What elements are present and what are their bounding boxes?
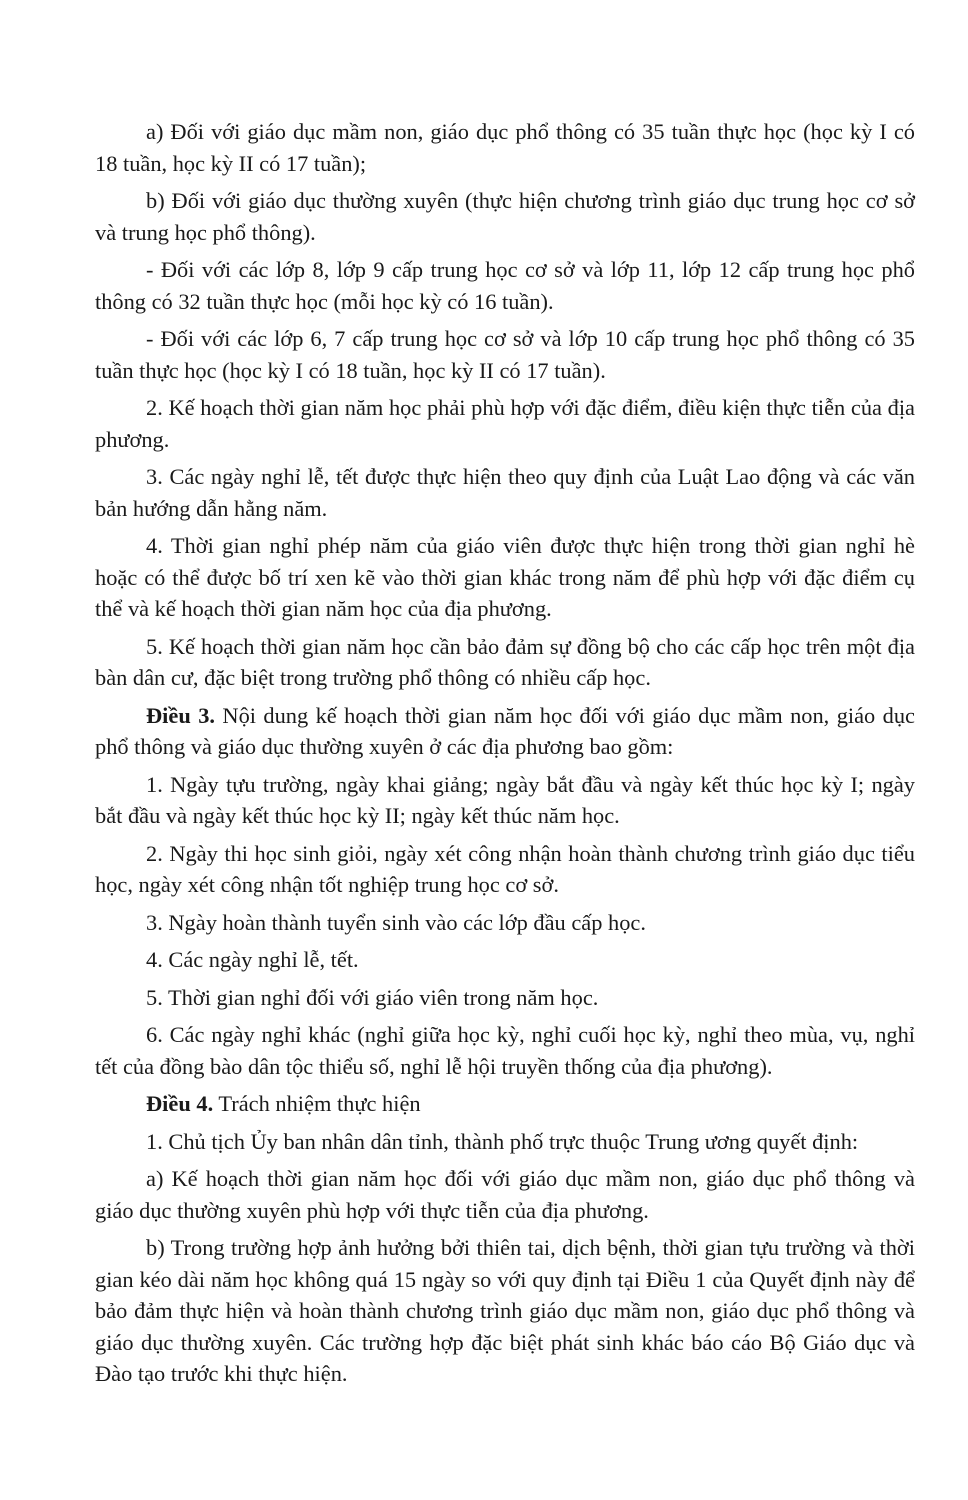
article-number: Điều 3. bbox=[146, 702, 215, 728]
paragraph-text: - Đối với các lớp 8, lớp 9 cấp trung học cơ sở và lớp 11, lớp 12 cấp trung học phổ thông có 32 tuần thực học (mỗi học kỳ có 16 tuần). bbox=[95, 257, 915, 314]
paragraph-dash-grades-8-9 bbox=[95, 254, 915, 317]
paragraph-text: 2. Kế hoạch thời gian năm học phải phù hợp với đặc điểm, điều kiện thực tiễn của địa phương. bbox=[95, 395, 915, 452]
paragraph-1a bbox=[95, 116, 915, 179]
article-3-item-2 bbox=[95, 838, 915, 901]
article-3-item-1 bbox=[95, 769, 915, 832]
paragraph-text: Trách nhiệm thực hiện bbox=[213, 1091, 421, 1116]
paragraph-1b bbox=[95, 185, 915, 248]
article-3-item-4 bbox=[95, 944, 915, 976]
paragraph-text: 2. Ngày thi học sinh giỏi, ngày xét công nhận hoàn thành chương trình giáo dục tiểu học, ngày xét công nhận tốt nghiệp trung học cơ sở. bbox=[95, 840, 915, 897]
article-4-item-1b bbox=[95, 1232, 915, 1390]
paragraph-text: 1. Chủ tịch Ủy ban nhân dân tỉnh, thành phố trực thuộc Trung ương quyết định: bbox=[146, 1128, 859, 1154]
article-4-heading bbox=[95, 1088, 915, 1120]
paragraph-text: b) Đối với giáo dục thường xuyên (thực hiện chương trình giáo dục trung học cơ sở và trung học phổ thông). bbox=[95, 188, 915, 245]
paragraph-text: 4. Các ngày nghỉ lễ, tết. bbox=[146, 947, 359, 972]
paragraph-text: 1. Ngày tựu trường, ngày khai giảng; ngày bắt đầu và ngày kết thúc học kỳ I; ngày bắt đầu và ngày kết thúc học kỳ II; ngày kết thúc năm học. bbox=[95, 771, 915, 828]
paragraph-dash-grades-6-7 bbox=[95, 323, 915, 386]
article-3-item-3 bbox=[95, 907, 915, 939]
article-3-item-6 bbox=[95, 1019, 915, 1082]
paragraph-text: 6. Các ngày nghỉ khác (nghỉ giữa học kỳ, nghỉ cuối học kỳ, nghỉ theo mùa, vụ, nghỉ tết của đồng bào dân tộc thiểu số, nghỉ lễ hội truyền thống của địa phương). bbox=[95, 1022, 915, 1079]
paragraph-3 bbox=[95, 461, 915, 524]
paragraph-text: Nội dung kế hoạch thời gian năm học đối với giáo dục mầm non, giáo dục phổ thông và giáo dục thường xuyên ở các địa phương bao gồm: bbox=[95, 702, 915, 759]
article-4-item-1 bbox=[95, 1126, 915, 1158]
paragraph-text: 5. Thời gian nghỉ đối với giáo viên trong năm học. bbox=[146, 984, 599, 1010]
paragraph-text: 4. Thời gian nghỉ phép năm của giáo viên được thực hiện trong thời gian nghỉ hè hoặc có thể được bố trí xen kẽ vào thời gian khác trong năm để phù hợp với đặc điểm cụ thể và kế hoạch thời gian năm học của địa phương. bbox=[95, 533, 915, 621]
paragraph-text: 3. Ngày hoàn thành tuyển sinh vào các lớp đầu cấp học. bbox=[146, 909, 646, 935]
paragraph-2 bbox=[95, 392, 915, 455]
article-4-item-1a bbox=[95, 1163, 915, 1226]
paragraph-4 bbox=[95, 530, 915, 625]
paragraph-text: - Đối với các lớp 6, 7 cấp trung học cơ sở và lớp 10 cấp trung học phổ thông có 35 tuần thực học (học kỳ I có 18 tuần, học kỳ II có 17 tuần). bbox=[95, 326, 915, 383]
article-3-heading bbox=[95, 700, 915, 763]
paragraph-text: b) Trong trường hợp ảnh hưởng bởi thiên tai, dịch bệnh, thời gian tựu trường và thời gian kéo dài năm học không quá 15 ngày so với quy định tại Điều 1 của Quyết định này để bảo đảm thực hiện và hoàn thành chương trình giáo dục mầm non, giáo dục phổ thông và giáo dục thường xuyên. Các trường hợp đặc biệt phát sinh khác báo cáo Bộ Giáo dục và Đào tạo trước khi thực hiện. bbox=[95, 1235, 915, 1386]
document-page bbox=[95, 116, 915, 1396]
article-3-item-5 bbox=[95, 982, 915, 1014]
article-number: Điều 4. bbox=[146, 1091, 214, 1116]
paragraph-text: 5. Kế hoạch thời gian năm học cần bảo đảm sự đồng bộ cho các cấp học trên một địa bàn dân cư, đặc biệt trong trường phổ thông có nhiều cấp học. bbox=[95, 633, 915, 690]
paragraph-5 bbox=[95, 631, 915, 694]
paragraph-text: a) Kế hoạch thời gian năm học đối với giáo dục mầm non, giáo dục phổ thông và giáo dục thường xuyên phù hợp với thực tiễn của địa phương. bbox=[95, 1166, 915, 1223]
paragraph-text: 3. Các ngày nghỉ lễ, tết được thực hiện theo quy định của Luật Lao động và các văn bản hướng dẫn hằng năm. bbox=[95, 464, 915, 521]
paragraph-text: a) Đối với giáo dục mầm non, giáo dục phổ thông có 35 tuần thực học (học kỳ I có 18 tuần, học kỳ II có 17 tuần); bbox=[95, 119, 915, 176]
